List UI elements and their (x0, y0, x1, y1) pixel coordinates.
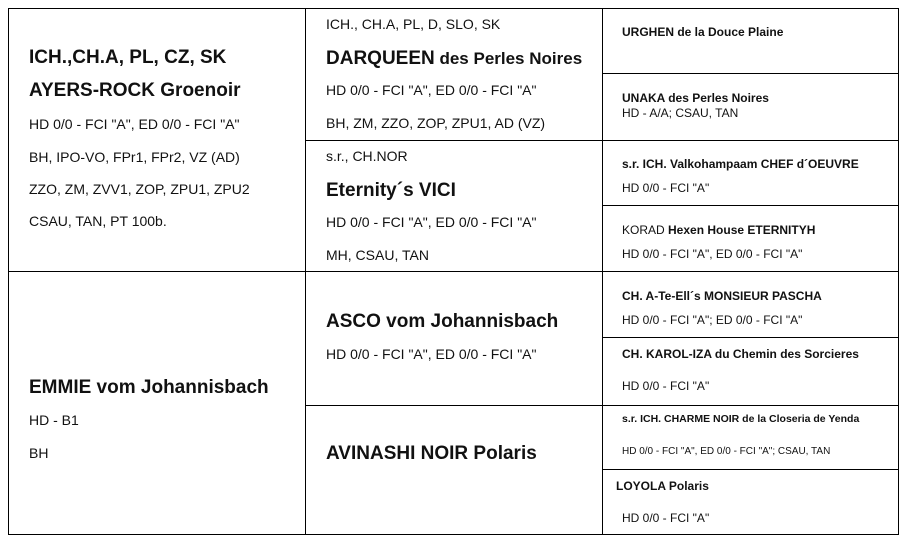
unaka-info: HD - A/A; CSAU, TAN (622, 106, 739, 120)
valko-info: HD 0/0 - FCI "A" (622, 181, 710, 195)
charme-name: s.r. ICH. CHARME NOIR de la Closeria de Yenda (622, 413, 860, 425)
loyola-name: LOYOLA Polaris (616, 479, 709, 493)
row-divider-parents (9, 271, 898, 272)
karol-info: HD 0/0 - FCI "A" (622, 379, 710, 393)
sire-exams: BH, IPO-VO, FPr1, FPr2, VZ (AD) (29, 149, 240, 165)
sire-dam-health: HD 0/0 - FCI "A", ED 0/0 - FCI "A" (326, 82, 537, 98)
sire-dam-kennel-suffix: des Perles Noires (434, 49, 583, 68)
korad-name (622, 224, 815, 236)
korad-info: HD 0/0 - FCI "A", ED 0/0 - FCI "A" (622, 247, 803, 261)
monsieur-info: HD 0/0 - FCI "A"; ED 0/0 - FCI "A" (622, 313, 803, 327)
dam-exams: BH (29, 445, 49, 461)
korad-prefix: KORAD (622, 223, 669, 237)
sire-name: AYERS-ROCK Groenoir (29, 80, 241, 101)
sire-dam-titles: ICH., CH.A, PL, D, SLO, SK (326, 16, 501, 32)
sire-titles: ICH.,CH.A, PL, CZ, SK (29, 47, 227, 68)
row-divider-gen2-a (306, 140, 898, 141)
sire-dam-exams: BH, ZM, ZZO, ZOP, ZPU1, AD (VZ) (326, 115, 546, 131)
sire-dam-name (326, 49, 582, 68)
dam-dam-name: AVINASHI NOIR Polaris (326, 443, 537, 464)
karol-name: CH. KAROL-IZA du Chemin des Sorcieres (622, 347, 859, 361)
dam-name: EMMIE vom Johannisbach (29, 377, 269, 398)
sire-sire-name: Eternity´s VICI (326, 180, 456, 201)
monsieur-name: CH. A-Te-Ell´s MONSIEUR PASCHA (622, 289, 822, 303)
sire-dam-kennel-name: DARQUEEN (326, 48, 435, 69)
sire-sire-exams: MH, CSAU, TAN (326, 247, 429, 263)
urghen-name: URGHEN de la Douce Plaine (622, 25, 784, 39)
dam-sire-health: HD 0/0 - FCI "A", ED 0/0 - FCI "A" (326, 346, 537, 362)
korad-kennel-name: Hexen House ETERNITYH (668, 223, 816, 237)
sire-sire-health: HD 0/0 - FCI "A", ED 0/0 - FCI "A" (326, 214, 537, 230)
dam-sire-name: ASCO vom Johannisbach (326, 311, 559, 332)
dam-health: HD - B1 (29, 412, 79, 428)
row-divider-gen3-b (603, 205, 898, 206)
sire-health: HD 0/0 - FCI "A", ED 0/0 - FCI "A" (29, 116, 240, 132)
row-divider-gen3-c (603, 337, 898, 338)
row-divider-gen3-d (603, 469, 898, 470)
row-divider-gen2-b (306, 405, 898, 406)
loyola-info: HD 0/0 - FCI "A" (622, 511, 710, 525)
unaka-name: UNAKA des Perles Noires (622, 91, 769, 105)
valko-name: s.r. ICH. Valkohampaam CHEF d´OEUVRE (622, 157, 859, 171)
sire-tests: CSAU, TAN, PT 100b. (29, 213, 167, 229)
sire-trials: ZZO, ZM, ZVV1, ZOP, ZPU1, ZPU2 (29, 181, 250, 197)
charme-info: HD 0/0 - FCI "A", ED 0/0 - FCI "A"; CSAU, TAN (622, 446, 831, 457)
sire-sire-titles: s.r., CH.NOR (326, 148, 408, 164)
row-divider-gen3-a (603, 73, 898, 74)
